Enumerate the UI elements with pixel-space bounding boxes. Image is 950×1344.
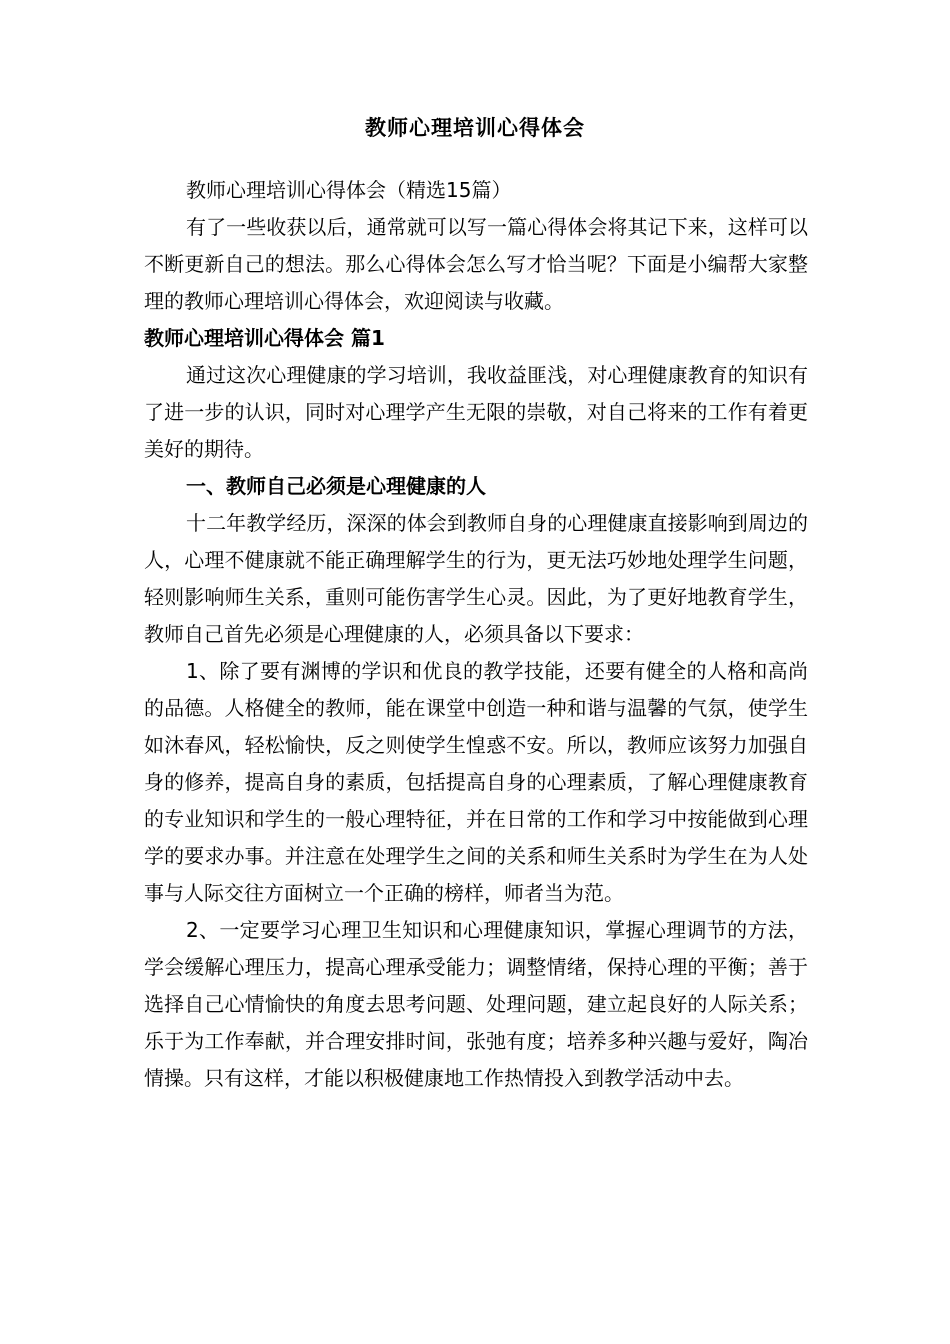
body-paragraph: 2、一定要学习心理卫生知识和心理健康知识，掌握心理调节的方法，学会缓解心理压力，提高心理承受能力；调整情绪，保持心理的平衡；善于选择自己心情愉快的角度去思考问题、处理问题，建立起良好的人际关系；乐于为工作奉献，并合理安排时间，张弛有度；培养多种兴趣与爱好，陶冶情操。只有这样，才能以积极健康地工作热情投入到教学活动中去。 bbox=[144, 918, 808, 1090]
document-title: 教师心理培训心得体会 bbox=[365, 116, 585, 140]
document-body bbox=[144, 172, 808, 1097]
intro-paragraph: 有了一些收获以后，通常就可以写一篇心得体会将其记下来，这样可以不断更新自己的想法。那么心得体会怎么写才恰当呢？下面是小编帮大家整理的教师心理培训心得体会，欢迎阅读与收藏。 bbox=[144, 215, 808, 313]
body-paragraph: 1、除了要有渊博的学识和优良的教学技能，还要有健全的人格和高尚的品德。人格健全的教师，能在课堂中创造一种和谐与温馨的气氛，使学生如沐春风，轻松愉快，反之则使学生惶惑不安。所以，教师应该努力加强自身的修养，提高自身的素质，包括提高自身的心理素质，了解心理健康教育的专业知识和学生的一般心理特征，并在日常的工作和学习中按能做到心理学的要求办事。并注意在处理学生之间的关系和师生关系时为学生在为人处事与人际交往方面树立一个正确的榜样，师者当为范。 bbox=[144, 659, 808, 905]
section-heading: 教师心理培训心得体会 篇1 bbox=[144, 326, 385, 350]
subsection-heading: 一、教师自己必须是心理健康的人 bbox=[186, 474, 486, 498]
subtitle-paragraph: 教师心理培训心得体会（精选15篇） bbox=[186, 178, 512, 202]
body-paragraph: 通过这次心理健康的学习培训，我收益匪浅，对心理健康教育的知识有了进一步的认识，同时对心理学产生无限的崇敬，对自己将来的工作有着更美好的期待。 bbox=[144, 363, 808, 461]
body-paragraph: 十二年教学经历，深深的体会到教师自身的心理健康直接影响到周边的人，心理不健康就不能正确理解学生的行为，更无法巧妙地处理学生问题，轻则影响师生关系，重则可能伤害学生心灵。因此，为了更好地教育学生，教师自己首先必须是心理健康的人，必须具备以下要求： bbox=[144, 511, 808, 646]
